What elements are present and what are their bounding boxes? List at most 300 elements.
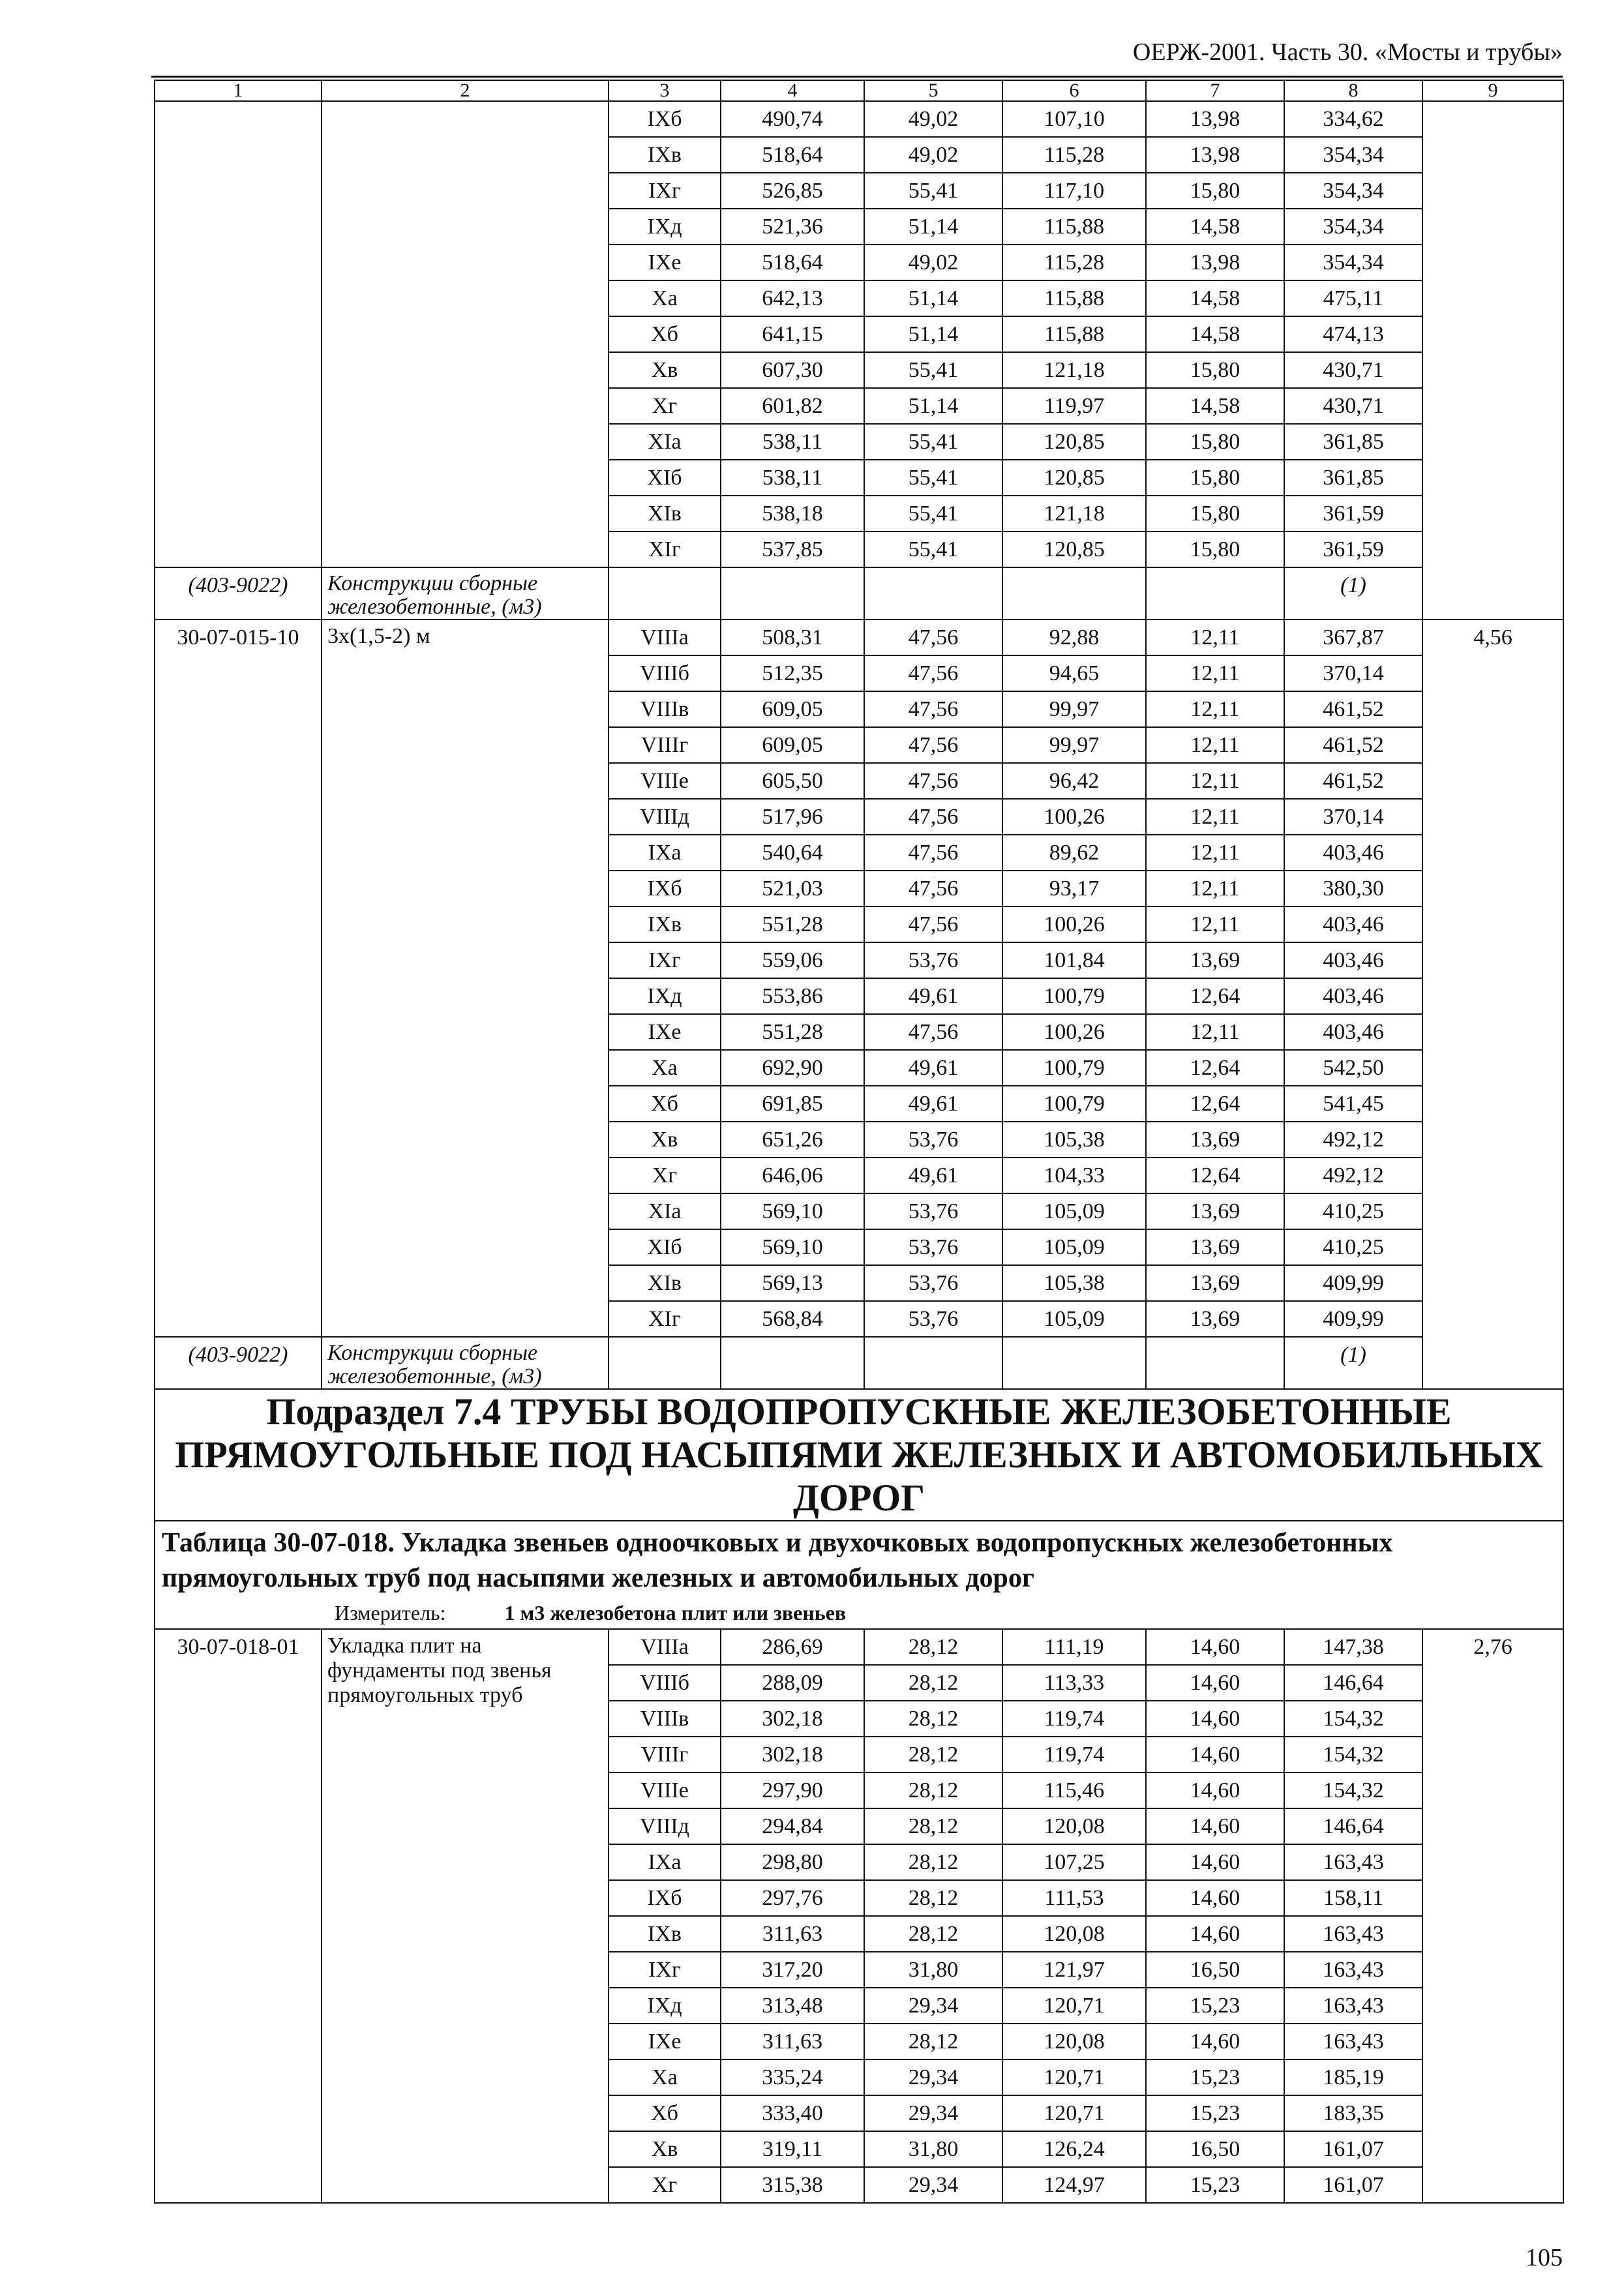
col5-value: 28,12 bbox=[864, 1701, 1002, 1737]
qualifier-cell: IXа bbox=[609, 1844, 721, 1880]
resource-code: (403-9022) bbox=[155, 1337, 322, 1389]
col6-value: 120,08 bbox=[1002, 2024, 1146, 2059]
col4-value: 641,15 bbox=[721, 316, 864, 352]
empty-cell bbox=[1146, 1337, 1284, 1389]
col7-value: 13,69 bbox=[1146, 1229, 1284, 1265]
resource-name: Конструкции сборные железобетонные, (м3) bbox=[322, 1337, 609, 1389]
col8-value: 183,35 bbox=[1284, 2095, 1422, 2131]
col4-value: 302,18 bbox=[721, 1701, 864, 1737]
col7-value: 15,80 bbox=[1146, 496, 1284, 531]
col8-value: 410,25 bbox=[1284, 1229, 1422, 1265]
qualifier-cell: VIIIд bbox=[609, 799, 721, 835]
col7-value: 12,11 bbox=[1146, 835, 1284, 871]
col4-value: 569,10 bbox=[721, 1193, 864, 1229]
col6-value: 121,18 bbox=[1002, 496, 1146, 531]
col6-value: 115,28 bbox=[1002, 245, 1146, 280]
qualifier-cell: XIа bbox=[609, 1193, 721, 1229]
qualifier-cell: VIIIа bbox=[609, 1629, 721, 1665]
col6-value: 113,33 bbox=[1002, 1665, 1146, 1701]
qualifier-cell: Xа bbox=[609, 1050, 721, 1086]
col8-value: 154,32 bbox=[1284, 1701, 1422, 1737]
col5-value: 51,14 bbox=[864, 280, 1002, 316]
col5-value: 47,56 bbox=[864, 691, 1002, 727]
col8-value: 147,38 bbox=[1284, 1629, 1422, 1665]
qualifier-cell: IXв bbox=[609, 906, 721, 942]
resource-name: Конструкции сборные железобетонные, (м3) bbox=[322, 567, 609, 620]
col6-value: 115,28 bbox=[1002, 137, 1146, 173]
col5-value: 47,56 bbox=[864, 835, 1002, 871]
col5-value: 49,61 bbox=[864, 1050, 1002, 1086]
empty-cell bbox=[1146, 567, 1284, 620]
col8-value: 154,32 bbox=[1284, 1737, 1422, 1773]
col8-value: 163,43 bbox=[1284, 1916, 1422, 1952]
col5-value: 53,76 bbox=[864, 1122, 1002, 1158]
col6-value: 115,88 bbox=[1002, 316, 1146, 352]
col8-value: 475,11 bbox=[1284, 280, 1422, 316]
col6-value: 121,18 bbox=[1002, 352, 1146, 388]
col7-value: 12,11 bbox=[1146, 871, 1284, 906]
qualifier-cell: IXб bbox=[609, 871, 721, 906]
table-title: Таблица 30-07-018. Укладка звеньев одноочковых и двухочковых водопропускных железобетонных прямоугольных труб под насыпями железных и автомобильных дорог bbox=[162, 1528, 1393, 1593]
col7-value: 12,11 bbox=[1146, 727, 1284, 763]
qualifier-cell: VIIIв bbox=[609, 691, 721, 727]
qualifier-cell: IXд bbox=[609, 1988, 721, 2024]
col6-value: 120,85 bbox=[1002, 531, 1146, 567]
measure-line bbox=[162, 1600, 1556, 1626]
qualifier-cell: Xв bbox=[609, 1122, 721, 1158]
qualifier-cell: Xв bbox=[609, 2131, 721, 2167]
col5-value: 28,12 bbox=[864, 2024, 1002, 2059]
col5-value: 49,61 bbox=[864, 1158, 1002, 1193]
col6-value: 100,79 bbox=[1002, 978, 1146, 1014]
qualifier-cell: IXе bbox=[609, 1014, 721, 1050]
col5-value: 47,56 bbox=[864, 1014, 1002, 1050]
col8-value: 403,46 bbox=[1284, 1014, 1422, 1050]
col8-value: 163,43 bbox=[1284, 1988, 1422, 2024]
col6-value: 120,71 bbox=[1002, 2095, 1146, 2131]
col6-value: 121,97 bbox=[1002, 1952, 1146, 1988]
col5-value: 47,56 bbox=[864, 655, 1002, 691]
col5-value: 29,34 bbox=[864, 1988, 1002, 2024]
qualifier-cell: VIIIв bbox=[609, 1701, 721, 1737]
col6-value: 100,26 bbox=[1002, 1014, 1146, 1050]
col7-value: 15,80 bbox=[1146, 531, 1284, 567]
col4-value: 646,06 bbox=[721, 1158, 864, 1193]
col5-value: 28,12 bbox=[864, 1773, 1002, 1808]
col6-value: 100,79 bbox=[1002, 1086, 1146, 1122]
col4-value: 294,84 bbox=[721, 1808, 864, 1844]
col8-value: 430,71 bbox=[1284, 388, 1422, 424]
col7-value: 13,69 bbox=[1146, 1265, 1284, 1301]
col7-value: 12,11 bbox=[1146, 655, 1284, 691]
col5-value: 29,34 bbox=[864, 2167, 1002, 2203]
qualifier-cell: VIIIе bbox=[609, 1773, 721, 1808]
col8-value: 185,19 bbox=[1284, 2059, 1422, 2095]
col4-value: 490,74 bbox=[721, 101, 864, 137]
col8-value: 403,46 bbox=[1284, 978, 1422, 1014]
col8-value: 334,62 bbox=[1284, 101, 1422, 137]
col4-value: 609,05 bbox=[721, 691, 864, 727]
col8-value: 158,11 bbox=[1284, 1880, 1422, 1916]
col8-value: 354,34 bbox=[1284, 209, 1422, 245]
col7-value: 13,69 bbox=[1146, 1193, 1284, 1229]
col7-value: 13,98 bbox=[1146, 137, 1284, 173]
col5-value: 29,34 bbox=[864, 2059, 1002, 2095]
col7-value: 16,50 bbox=[1146, 2131, 1284, 2167]
col6-value: 105,09 bbox=[1002, 1301, 1146, 1337]
col6-value: 99,97 bbox=[1002, 691, 1146, 727]
col4-value: 601,82 bbox=[721, 388, 864, 424]
col8-value: 403,46 bbox=[1284, 942, 1422, 978]
col7-value: 12,64 bbox=[1146, 1050, 1284, 1086]
qualifier-cell: Xв bbox=[609, 352, 721, 388]
col8-value: 163,43 bbox=[1284, 1952, 1422, 1988]
col7-value: 12,11 bbox=[1146, 799, 1284, 835]
col7-value: 14,58 bbox=[1146, 280, 1284, 316]
col5-value: 55,41 bbox=[864, 424, 1002, 460]
qualifier-cell: IXд bbox=[609, 978, 721, 1014]
norm-name: 3х(1,5-2) м bbox=[322, 620, 609, 1337]
col7-value: 15,80 bbox=[1146, 424, 1284, 460]
col5-value: 31,80 bbox=[864, 2131, 1002, 2167]
name-cell bbox=[322, 101, 609, 567]
empty-cell bbox=[1002, 567, 1146, 620]
table-row bbox=[155, 620, 1563, 655]
column-number: 5 bbox=[864, 80, 1002, 101]
qualifier-cell: Xг bbox=[609, 2167, 721, 2203]
reference-row bbox=[155, 567, 1563, 620]
col6-value: 104,33 bbox=[1002, 1158, 1146, 1193]
col5-value: 49,02 bbox=[864, 137, 1002, 173]
col4-value: 335,24 bbox=[721, 2059, 864, 2095]
column-number: 9 bbox=[1422, 80, 1563, 101]
col6-value: 120,71 bbox=[1002, 2059, 1146, 2095]
col4-value: 333,40 bbox=[721, 2095, 864, 2131]
col6-value: 105,09 bbox=[1002, 1229, 1146, 1265]
col4-value: 297,90 bbox=[721, 1773, 864, 1808]
col5-value: 47,56 bbox=[864, 620, 1002, 655]
col6-value: 120,08 bbox=[1002, 1916, 1146, 1952]
col6-value: 99,97 bbox=[1002, 727, 1146, 763]
col4-value: 298,80 bbox=[721, 1844, 864, 1880]
measure-value: 1 м3 железобетона плит или звеньев bbox=[504, 1601, 847, 1624]
col8-value: 354,34 bbox=[1284, 173, 1422, 209]
col8-value: 361,59 bbox=[1284, 531, 1422, 567]
col6-value: 100,26 bbox=[1002, 799, 1146, 835]
col9-value: 4,56 bbox=[1422, 620, 1563, 1389]
col8-value: 430,71 bbox=[1284, 352, 1422, 388]
col6-value: 92,88 bbox=[1002, 620, 1146, 655]
qualifier-cell: Xб bbox=[609, 2095, 721, 2131]
column-number: 3 bbox=[609, 80, 721, 101]
col5-value: 53,76 bbox=[864, 1265, 1002, 1301]
col9-cell bbox=[1422, 101, 1563, 620]
col4-value: 607,30 bbox=[721, 352, 864, 388]
col5-value: 29,34 bbox=[864, 2095, 1002, 2131]
col4-value: 540,64 bbox=[721, 835, 864, 871]
col4-value: 537,85 bbox=[721, 531, 864, 567]
column-number: 6 bbox=[1002, 80, 1146, 101]
qualifier-cell: XIб bbox=[609, 460, 721, 496]
col7-value: 14,60 bbox=[1146, 1844, 1284, 1880]
col8-value: 410,25 bbox=[1284, 1193, 1422, 1229]
col8-value: 354,34 bbox=[1284, 137, 1422, 173]
col4-value: 568,84 bbox=[721, 1301, 864, 1337]
col4-value: 521,03 bbox=[721, 871, 864, 906]
col5-value: 31,80 bbox=[864, 1952, 1002, 1988]
col5-value: 55,41 bbox=[864, 496, 1002, 531]
table-row bbox=[155, 101, 1563, 137]
qualifier-cell: IXб bbox=[609, 101, 721, 137]
col5-value: 55,41 bbox=[864, 460, 1002, 496]
col8-value: 409,99 bbox=[1284, 1265, 1422, 1301]
col4-value: 518,64 bbox=[721, 245, 864, 280]
qualifier-cell: VIIIа bbox=[609, 620, 721, 655]
col8-value: 163,43 bbox=[1284, 1844, 1422, 1880]
col4-value: 526,85 bbox=[721, 173, 864, 209]
code-cell bbox=[155, 101, 322, 567]
col7-value: 14,60 bbox=[1146, 1808, 1284, 1844]
col4-value: 297,76 bbox=[721, 1880, 864, 1916]
qualifier-cell: VIIIб bbox=[609, 655, 721, 691]
qualifier-cell: Xб bbox=[609, 316, 721, 352]
qualifier-cell: XIв bbox=[609, 1265, 721, 1301]
col4-value: 538,18 bbox=[721, 496, 864, 531]
col7-value: 13,98 bbox=[1146, 245, 1284, 280]
col8-value: 367,87 bbox=[1284, 620, 1422, 655]
col7-value: 15,80 bbox=[1146, 460, 1284, 496]
col8-value: 163,43 bbox=[1284, 2024, 1422, 2059]
col6-value: 94,65 bbox=[1002, 655, 1146, 691]
col5-value: 28,12 bbox=[864, 1665, 1002, 1701]
col4-value: 642,13 bbox=[721, 280, 864, 316]
col4-value: 518,64 bbox=[721, 137, 864, 173]
col7-value: 14,58 bbox=[1146, 388, 1284, 424]
col7-value: 12,11 bbox=[1146, 620, 1284, 655]
qualifier-cell: IXе bbox=[609, 245, 721, 280]
col8-value: 474,13 bbox=[1284, 316, 1422, 352]
col6-value: 107,10 bbox=[1002, 101, 1146, 137]
col7-value: 15,23 bbox=[1146, 2059, 1284, 2095]
qualifier-cell: Xа bbox=[609, 280, 721, 316]
col6-value: 119,74 bbox=[1002, 1701, 1146, 1737]
qualifier-cell: VIIIе bbox=[609, 763, 721, 799]
col4-value: 311,63 bbox=[721, 2024, 864, 2059]
col6-value: 105,38 bbox=[1002, 1265, 1146, 1301]
col4-value: 692,90 bbox=[721, 1050, 864, 1086]
col8-value: 361,85 bbox=[1284, 424, 1422, 460]
col5-value: 47,56 bbox=[864, 799, 1002, 835]
qualifier-cell: VIIIг bbox=[609, 727, 721, 763]
col8-value: 354,34 bbox=[1284, 245, 1422, 280]
qualifier-cell: VIIIб bbox=[609, 1665, 721, 1701]
col5-value: 47,56 bbox=[864, 727, 1002, 763]
col7-value: 14,60 bbox=[1146, 1629, 1284, 1665]
col6-value: 120,85 bbox=[1002, 460, 1146, 496]
col7-value: 13,69 bbox=[1146, 1301, 1284, 1337]
col8-value: 492,12 bbox=[1284, 1158, 1422, 1193]
col6-value: 111,19 bbox=[1002, 1629, 1146, 1665]
col6-value: 119,97 bbox=[1002, 388, 1146, 424]
col6-value: 105,09 bbox=[1002, 1193, 1146, 1229]
norm-code: 30-07-018-01 bbox=[155, 1629, 322, 2203]
qualifier-cell: XIб bbox=[609, 1229, 721, 1265]
col6-value: 120,85 bbox=[1002, 424, 1146, 460]
col7-value: 15,23 bbox=[1146, 2095, 1284, 2131]
col5-value: 51,14 bbox=[864, 209, 1002, 245]
col8-value: 461,52 bbox=[1284, 691, 1422, 727]
col5-value: 28,12 bbox=[864, 1629, 1002, 1665]
resource-code: (403-9022) bbox=[155, 567, 322, 620]
col8-value: 161,07 bbox=[1284, 2131, 1422, 2167]
col6-value: 124,97 bbox=[1002, 2167, 1146, 2203]
empty-cell bbox=[609, 567, 721, 620]
col7-value: 15,23 bbox=[1146, 2167, 1284, 2203]
empty-cell bbox=[721, 567, 864, 620]
col7-value: 14,60 bbox=[1146, 1701, 1284, 1737]
col5-value: 28,12 bbox=[864, 1916, 1002, 1952]
qualifier-cell: VIIIг bbox=[609, 1737, 721, 1773]
qualifier-cell: XIв bbox=[609, 496, 721, 531]
col4-value: 569,13 bbox=[721, 1265, 864, 1301]
col5-value: 28,12 bbox=[864, 1737, 1002, 1773]
qualifier-cell: IXе bbox=[609, 2024, 721, 2059]
col6-value: 101,84 bbox=[1002, 942, 1146, 978]
col7-value: 12,64 bbox=[1146, 1086, 1284, 1122]
col7-value: 14,60 bbox=[1146, 1773, 1284, 1808]
col5-value: 53,76 bbox=[864, 1301, 1002, 1337]
col8-value: 370,14 bbox=[1284, 799, 1422, 835]
qualifier-cell: IXа bbox=[609, 835, 721, 871]
col8-value: 146,64 bbox=[1284, 1665, 1422, 1701]
col7-value: 15,80 bbox=[1146, 352, 1284, 388]
col4-value: 512,35 bbox=[721, 655, 864, 691]
norms-table bbox=[154, 80, 1564, 2204]
col8-value: 403,46 bbox=[1284, 906, 1422, 942]
empty-cell bbox=[864, 567, 1002, 620]
col5-value: 28,12 bbox=[864, 1880, 1002, 1916]
col7-value: 12,11 bbox=[1146, 763, 1284, 799]
col5-value: 55,41 bbox=[864, 531, 1002, 567]
running-header: ОЕРЖ-2001. Часть 30. «Мосты и трубы» bbox=[1132, 38, 1563, 66]
col5-value: 51,14 bbox=[864, 316, 1002, 352]
col6-value: 120,71 bbox=[1002, 1988, 1146, 2024]
col7-value: 12,64 bbox=[1146, 1158, 1284, 1193]
col8-value: 541,45 bbox=[1284, 1086, 1422, 1122]
qualifier-cell: VIIIд bbox=[609, 1808, 721, 1844]
col4-value: 311,63 bbox=[721, 1916, 864, 1952]
norm-code: 30-07-015-10 bbox=[155, 620, 322, 1337]
col8-value: 542,50 bbox=[1284, 1050, 1422, 1086]
col4-value: 553,86 bbox=[721, 978, 864, 1014]
norm-name: Укладка плит на фундаменты под звенья прямоугольных труб bbox=[322, 1629, 609, 2203]
col4-value: 288,09 bbox=[721, 1665, 864, 1701]
section-row bbox=[155, 1389, 1563, 1521]
col5-value: 55,41 bbox=[864, 173, 1002, 209]
qualifier-cell: Xа bbox=[609, 2059, 721, 2095]
col4-value: 313,48 bbox=[721, 1988, 864, 2024]
table-title-cell bbox=[155, 1521, 1563, 1629]
col6-value: 107,25 bbox=[1002, 1844, 1146, 1880]
col5-value: 55,41 bbox=[864, 352, 1002, 388]
col7-value: 12,64 bbox=[1146, 978, 1284, 1014]
qualifier-cell: Xг bbox=[609, 388, 721, 424]
col6-value: 105,38 bbox=[1002, 1122, 1146, 1158]
col8-value: 380,30 bbox=[1284, 871, 1422, 906]
col8-value: 361,59 bbox=[1284, 496, 1422, 531]
col4-value: 302,18 bbox=[721, 1737, 864, 1773]
col4-value: 538,11 bbox=[721, 460, 864, 496]
col8-value: 161,07 bbox=[1284, 2167, 1422, 2203]
col7-value: 14,58 bbox=[1146, 316, 1284, 352]
col4-value: 319,11 bbox=[721, 2131, 864, 2167]
column-number: 8 bbox=[1284, 80, 1422, 101]
empty-cell bbox=[721, 1337, 864, 1389]
col8-value: 492,12 bbox=[1284, 1122, 1422, 1158]
col6-value: 89,62 bbox=[1002, 835, 1146, 871]
column-number: 1 bbox=[155, 80, 322, 101]
resource-quantity: (1) bbox=[1284, 567, 1422, 620]
col4-value: 508,31 bbox=[721, 620, 864, 655]
col6-value: 115,88 bbox=[1002, 280, 1146, 316]
col7-value: 16,50 bbox=[1146, 1952, 1284, 1988]
col8-value: 461,52 bbox=[1284, 763, 1422, 799]
col7-value: 15,23 bbox=[1146, 1988, 1284, 2024]
col4-value: 286,69 bbox=[721, 1629, 864, 1665]
col6-value: 93,17 bbox=[1002, 871, 1146, 906]
col4-value: 691,85 bbox=[721, 1086, 864, 1122]
qualifier-cell: IXв bbox=[609, 1916, 721, 1952]
col7-value: 12,11 bbox=[1146, 1014, 1284, 1050]
col5-value: 49,02 bbox=[864, 245, 1002, 280]
col5-value: 47,56 bbox=[864, 763, 1002, 799]
col5-value: 47,56 bbox=[864, 871, 1002, 906]
col8-value: 370,14 bbox=[1284, 655, 1422, 691]
column-number: 4 bbox=[721, 80, 864, 101]
col8-value: 409,99 bbox=[1284, 1301, 1422, 1337]
col4-value: 559,06 bbox=[721, 942, 864, 978]
col9-value: 2,76 bbox=[1422, 1629, 1563, 2203]
col5-value: 49,61 bbox=[864, 978, 1002, 1014]
column-numbers-row bbox=[155, 80, 1563, 101]
qualifier-cell: IXд bbox=[609, 209, 721, 245]
col6-value: 111,53 bbox=[1002, 1880, 1146, 1916]
col8-value: 461,52 bbox=[1284, 727, 1422, 763]
col5-value: 51,14 bbox=[864, 388, 1002, 424]
col5-value: 28,12 bbox=[864, 1808, 1002, 1844]
table-row bbox=[155, 1629, 1563, 1665]
empty-cell bbox=[864, 1337, 1002, 1389]
col4-value: 517,96 bbox=[721, 799, 864, 835]
col6-value: 120,08 bbox=[1002, 1808, 1146, 1844]
qualifier-cell: Xб bbox=[609, 1086, 721, 1122]
col7-value: 13,69 bbox=[1146, 942, 1284, 978]
qualifier-cell: XIа bbox=[609, 424, 721, 460]
col5-value: 49,02 bbox=[864, 101, 1002, 137]
col6-value: 100,79 bbox=[1002, 1050, 1146, 1086]
col4-value: 569,10 bbox=[721, 1229, 864, 1265]
qualifier-cell: IXг bbox=[609, 1952, 721, 1988]
col7-value: 15,80 bbox=[1146, 173, 1284, 209]
col8-value: 146,64 bbox=[1284, 1808, 1422, 1844]
col7-value: 14,58 bbox=[1146, 209, 1284, 245]
col8-value: 154,32 bbox=[1284, 1773, 1422, 1808]
col4-value: 551,28 bbox=[721, 906, 864, 942]
col4-value: 651,26 bbox=[721, 1122, 864, 1158]
page-number: 105 bbox=[1526, 2244, 1563, 2271]
col5-value: 49,61 bbox=[864, 1086, 1002, 1122]
col6-value: 115,88 bbox=[1002, 209, 1146, 245]
